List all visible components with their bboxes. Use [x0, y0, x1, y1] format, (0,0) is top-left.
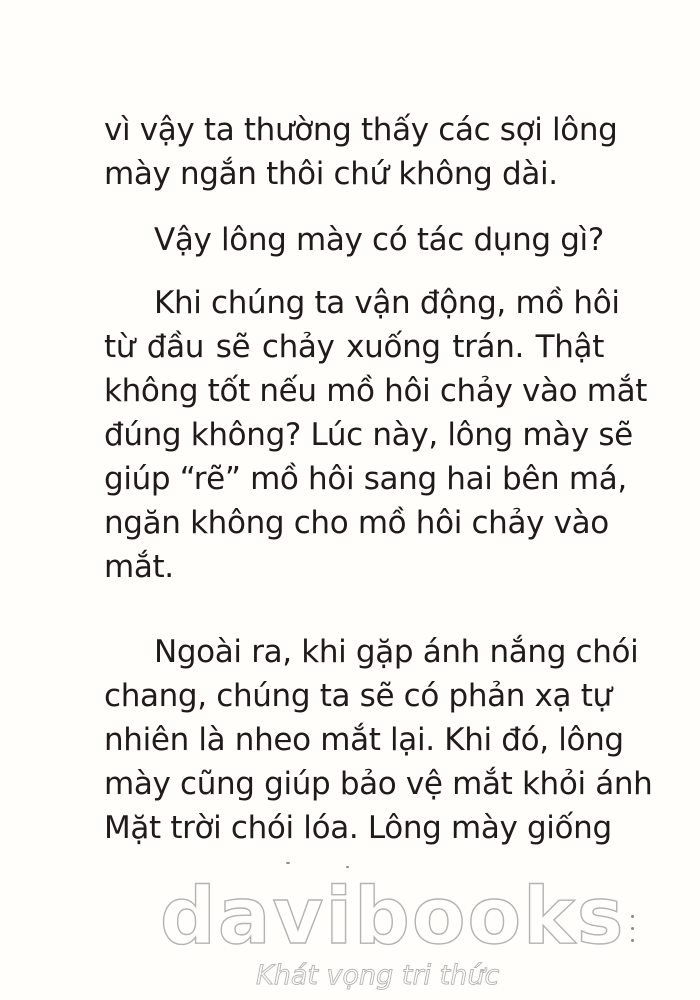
text-line: ngăn không cho mồ hôi chảy vào [104, 505, 609, 541]
text-line: mắt. [104, 549, 174, 585]
text-line: không tốt nếu mồ hôi chảy vào mắt [104, 373, 648, 409]
watermark-brand: davibooks [160, 872, 626, 962]
text-line: Khi chúng ta vận động, mồ hôi [154, 285, 620, 321]
text-line: Ngoài ra, khi gặp ánh nắng chói [154, 634, 639, 670]
text-line: nhiên là nheo mắt lại. Khi đó, lông [104, 722, 624, 758]
text-line: chang, chúng ta sẽ có phản xạ tự [104, 678, 612, 714]
text-line: mày cũng giúp bảo vệ mắt khỏi ánh [104, 766, 653, 802]
paragraph-sunlight [104, 630, 653, 850]
watermark-tagline: Khát vọng tri thức [256, 960, 500, 991]
text-line: đúng không? Lúc này, lông mày sẽ [104, 417, 633, 453]
text-line: từ đầu sẽ chảy xuống trán. Thật [104, 329, 604, 365]
text-line: giúp “rẽ” mồ hôi sang hai bên má, [104, 461, 627, 497]
text-line: vì vậy ta thường thấy các sợi lông [104, 112, 618, 148]
text-line: Mặt trời chói lóa. Lông mày giống [104, 810, 612, 846]
publisher-watermark [150, 868, 626, 998]
paragraph-question [104, 218, 604, 262]
paragraph-sweat [104, 281, 648, 589]
scan-dots [630, 915, 636, 945]
text-line: mày ngắn thôi chứ không dài. [104, 156, 558, 192]
text-line: Vậy lông mày có tác dụng gì? [154, 222, 604, 258]
scan-speck [286, 862, 290, 864]
paragraph-continuation [104, 108, 618, 196]
